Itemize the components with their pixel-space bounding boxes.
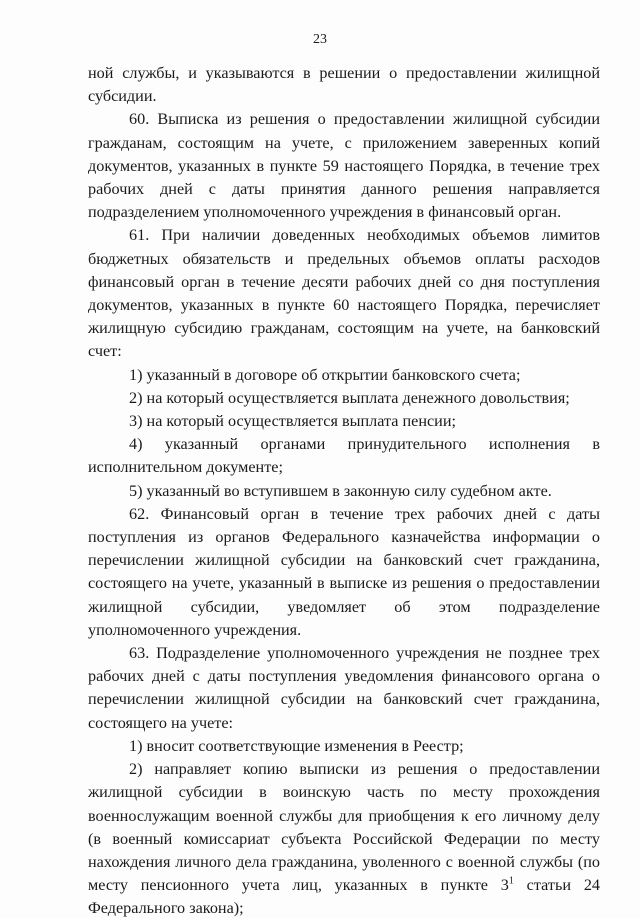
list-item-61-2: 2) на который осуществляется выплата денежного довольствия; — [129, 388, 570, 407]
page-number: 23 — [313, 32, 327, 47]
list-item-61-5: 5) указанный во вступившем в законную силу судебном акте. — [129, 481, 552, 500]
document-body — [88, 62, 600, 921]
paragraph-61: 61. При наличии доведенных необходимых объемов лимитов бюджетных обязательств и предельных объемов оплаты расходов финансовый орган в течение десяти рабочих дней со дня поступления документов, указанных в пункте 60 настоящего Порядка, перечисляет жилищную субсидию гражданам, состоящим на учете, на банковский счет: — [88, 226, 600, 361]
list-item-63-2-tail: статьи 24 Федерального закона); — [88, 876, 601, 918]
paragraph-continuation: ной службы, и указываются в решении о предоставлении жилищной субсидии. — [88, 64, 600, 106]
list-item-63-2 — [88, 758, 600, 920]
paragraph-63: 63. Подразделение уполномоченного учреждения не позднее трех рабочих дней с даты поступления уведомления финансового органа о перечислении жилищной субсидии на банковский счет гражданина, состоящего на учете: — [88, 644, 600, 732]
list-item-63-1: 1) вносит соответствующие изменения в Реестр; — [129, 736, 464, 755]
superscript: 1 — [508, 875, 514, 887]
list-item-61-3: 3) на который осуществляется выплата пенсии; — [129, 412, 456, 431]
list-item-63-2-text: 2) направляет копию выписки из решения о предоставлении жилищной субсидии в воинскую часть по месту прохождения военнослужащим военной службы для приобщения к его личному делу (в военный комиссариат субъекта Российской Федерации по месту нахождения личного дела гражданина, уволенного с военной службы (по месту пенсионного учета лиц, указанных в пункте 3 — [88, 760, 600, 895]
paragraph-62: 62. Финансовый орган в течение трех рабочих дней с даты поступления из органов Федерального казначейства информации о перечислении жилищной субсидии на банковский счет гражданина, состоящего на учете, указанный в выписке из решения о предоставлении жилищной субсидии, уведомляет об этом подразделение уполномоченного учреждения. — [88, 504, 600, 639]
list-item-61-4: 4) указанный органами принудительного исполнения в исполнительном документе; — [88, 435, 600, 477]
paragraph-60: 60. Выписка из решения о предоставлении жилищной субсидии гражданам, состоящим на учете, с приложением заверенных копий документов, указанных в пункте 59 настоящего Порядка, в течение трех рабочих дней с даты принятия данного решения направляется подразделением уполномоченного учреждения в финансовый орган. — [88, 110, 600, 222]
list-item-61-1: 1) указанный в договоре об открытии банковского счета; — [129, 365, 521, 384]
